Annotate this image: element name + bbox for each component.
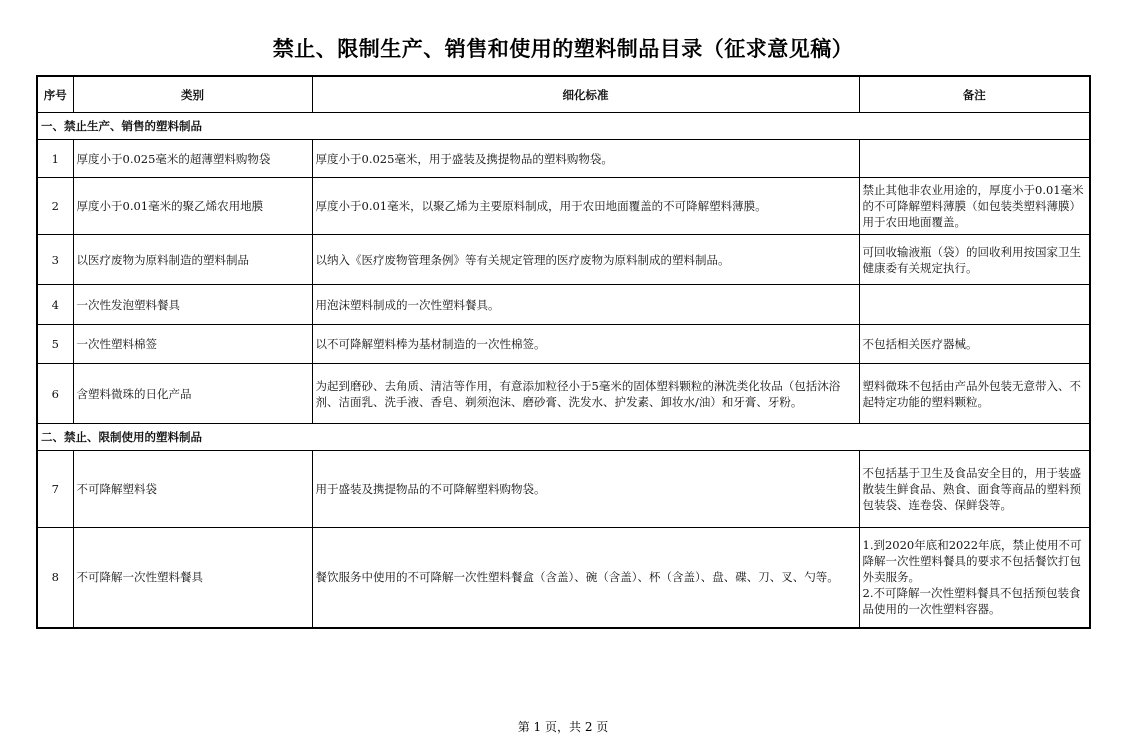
row-category: 一次性塑料棉签 xyxy=(73,325,312,364)
row-standard: 用于盛装及携提物品的不可降解塑料购物袋。 xyxy=(312,451,859,528)
row-seq: 8 xyxy=(37,528,73,628)
row-standard: 以纳入《医疗废物管理条例》等有关规定管理的医疗废物为原料制成的塑料制品。 xyxy=(312,235,859,285)
row-note: 塑料微珠不包括由产品外包装无意带入、不起特定功能的塑料颗粒。 xyxy=(859,364,1090,424)
row-note xyxy=(859,285,1090,325)
table-header-row xyxy=(37,76,1090,113)
section-title: 二、禁止、限制使用的塑料制品 xyxy=(37,424,1090,451)
row-standard: 为起到磨砂、去角质、清洁等作用，有意添加粒径小于5毫米的固体塑料颗粒的淋洗类化妆品（包括沐浴剂、洁面乳、洗手液、香皂、剃须泡沫、磨砂膏、洗发水、护发素、卸妆水/油）和牙膏、牙粉。 xyxy=(312,364,859,424)
row-category: 以医疗废物为原料制造的塑料制品 xyxy=(73,235,312,285)
row-seq: 1 xyxy=(37,140,73,178)
row-note: 1.到2020年底和2022年底，禁止使用不可降解一次性塑料餐具的要求不包括餐饮打包外卖服务。 2.不可降解一次性塑料餐具不包括预包装食品使用的一次性塑料容器。 xyxy=(859,528,1090,628)
row-standard: 厚度小于0.01毫米，以聚乙烯为主要原料制成，用于农田地面覆盖的不可降解塑料薄膜。 xyxy=(312,178,859,235)
table-row xyxy=(37,364,1090,424)
header-seq: 序号 xyxy=(37,76,73,113)
table-row xyxy=(37,285,1090,325)
table-row xyxy=(37,451,1090,528)
header-category: 类别 xyxy=(73,76,312,113)
row-seq: 3 xyxy=(37,235,73,285)
table-row xyxy=(37,178,1090,235)
header-note: 备注 xyxy=(859,76,1090,113)
section-row xyxy=(37,113,1090,140)
row-seq: 7 xyxy=(37,451,73,528)
row-note: 不包括相关医疗器械。 xyxy=(859,325,1090,364)
row-category: 厚度小于0.025毫米的超薄塑料购物袋 xyxy=(73,140,312,178)
table-row xyxy=(37,325,1090,364)
table-row xyxy=(37,140,1090,178)
row-seq: 5 xyxy=(37,325,73,364)
row-note: 不包括基于卫生及食品安全目的，用于装盛散装生鲜食品、熟食、面食等商品的塑料预包装袋、连卷袋、保鲜袋等。 xyxy=(859,451,1090,528)
row-note: 禁止其他非农业用途的，厚度小于0.01毫米的不可降解塑料薄膜（如包装类塑料薄膜）用于农田地面覆盖。 xyxy=(859,178,1090,235)
catalog-table xyxy=(36,75,1091,629)
row-standard: 厚度小于0.025毫米，用于盛装及携提物品的塑料购物袋。 xyxy=(312,140,859,178)
row-standard: 用泡沫塑料制成的一次性塑料餐具。 xyxy=(312,285,859,325)
row-seq: 2 xyxy=(37,178,73,235)
row-seq: 6 xyxy=(37,364,73,424)
row-category: 一次性发泡塑料餐具 xyxy=(73,285,312,325)
section-title: 一、禁止生产、销售的塑料制品 xyxy=(37,113,1090,140)
row-standard: 以不可降解塑料棒为基材制造的一次性棉签。 xyxy=(312,325,859,364)
section-row xyxy=(37,424,1090,451)
row-standard: 餐饮服务中使用的不可降解一次性塑料餐盒（含盖）、碗（含盖）、杯（含盖）、盘、碟、刀、叉、勺等。 xyxy=(312,528,859,628)
row-seq: 4 xyxy=(37,285,73,325)
row-category: 含塑料微珠的日化产品 xyxy=(73,364,312,424)
row-note: 可回收输液瓶（袋）的回收利用按国家卫生健康委有关规定执行。 xyxy=(859,235,1090,285)
row-note xyxy=(859,140,1090,178)
row-category: 不可降解塑料袋 xyxy=(73,451,312,528)
row-category: 不可降解一次性塑料餐具 xyxy=(73,528,312,628)
page-number: 第 1 页，共 2 页 xyxy=(517,720,609,734)
table-row xyxy=(37,528,1090,628)
row-category: 厚度小于0.01毫米的聚乙烯农用地膜 xyxy=(73,178,312,235)
document-title: 禁止、限制生产、销售和使用的塑料制品目录（征求意见稿） xyxy=(272,37,854,61)
table-row xyxy=(37,235,1090,285)
header-standard: 细化标准 xyxy=(312,76,859,113)
